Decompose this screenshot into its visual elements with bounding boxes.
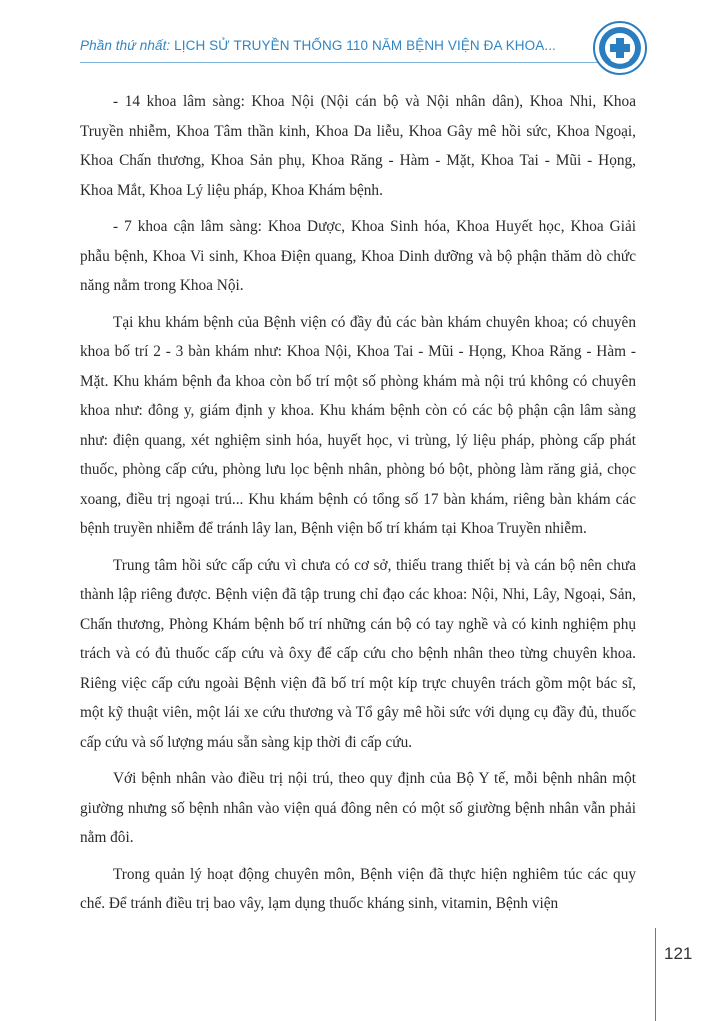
hospital-logo-icon (592, 20, 648, 76)
paragraph-clinical-departments: - 14 khoa lâm sàng: Khoa Nội (Nội cán bộ và Nội nhân dân), Khoa Nhi, Khoa Truyền nhiễm, Khoa Tâm thần kinh, Khoa Da liễu, Khoa Gây mê hồi sức, Khoa Ngoại, Khoa Chấn thương, Khoa Sản phụ, Khoa Răng - Hàm - Mặt, Khoa Tai - Mũi - Họng, Khoa Mắt, Khoa Lý liệu pháp, Khoa Khám bệnh. (80, 93, 636, 199)
running-header (80, 38, 556, 53)
paragraph-paraclinical-departments: - 7 khoa cận lâm sàng: Khoa Dược, Khoa Sinh hóa, Khoa Huyết học, Khoa Giải phẫu bệnh, Khoa Vi sinh, Khoa Điện quang, Khoa Dinh dưỡng và bộ phận thăm dò chức năng nằm trong Khoa Nội. (80, 218, 636, 294)
body-text (80, 87, 636, 926)
paragraph-inpatient-beds: Với bệnh nhân vào điều trị nội trú, theo quy định của Bộ Y tế, mỗi bệnh nhân một giường nhưng số bệnh nhân vào viện quá đông nên có một số giường bệnh nhân vẫn phải nằm đôi. (80, 770, 636, 846)
page-number-divider (655, 928, 656, 1021)
running-header-part: Phần thứ nhất: (80, 38, 171, 53)
page-number: 121 (664, 944, 693, 963)
paragraph-professional-management: Trong quản lý hoạt động chuyên môn, Bệnh viện đã thực hiện nghiêm túc các quy chế. Để tránh điều trị bao vây, lạm dụng thuốc kháng sinh, vitamin, Bệnh viện (80, 865, 636, 912)
running-header-title: LỊCH SỬ TRUYỀN THỐNG 110 NĂM BỆNH VIỆN ĐA KHOA... (174, 38, 556, 53)
paragraph-emergency-center: Trung tâm hồi sức cấp cứu vì chưa có cơ sở, thiếu trang thiết bị và cán bộ nên chưa thành lập riêng được. Bệnh viện đã tập trung chỉ đạo các khoa: Nội, Nhi, Lây, Ngoại, Sản, Chấn thương, Phòng Khám bệnh bố trí những cán bộ có tay nghề và có kinh nghiệm phụ trách và có đủ thuốc cấp cứu và ôxy để cấp cứu cho bệnh nhân theo từng chuyên khoa. Riêng việc cấp cứu ngoài Bệnh viện đã bố trí một kíp trực chuyên trách gồm một bác sĩ, một kỹ thuật viên, một lái xe cứu thương và Tổ gây mê hồi sức với dụng cụ đầy đủ, thuốc cấp cứu và số lượng máu sẵn sàng kịp thời đi cấp cứu. (80, 556, 636, 751)
header-divider (80, 62, 600, 63)
paragraph-examination-area: Tại khu khám bệnh của Bệnh viện có đầy đủ các bàn khám chuyên khoa; có chuyên khoa bố trí 2 - 3 bàn khám như: Khoa Nội, Khoa Tai - Mũi - Họng, Khoa Răng - Hàm - Mặt. Khu khám bệnh đa khoa còn bố trí một số phòng khám mà nội trú không có chuyên khoa như: đông y, giám định y khoa. Khu khám bệnh còn có các bộ phận cận lâm sàng như: điện quang, xét nghiệm sinh hóa, huyết học, vi trùng, lý liệu pháp, phòng cấp phát thuốc, phòng cấp cứu, phòng lưu lọc bệnh nhân, phòng bó bột, phòng làm răng giả, chọc xoang, điều trị ngoại trú... Khu khám bệnh có tổng số 17 bàn khám, riêng bàn khám các bệnh truyền nhiễm để tránh lây lan, Bệnh viện bố trí khám tại Khoa Truyền nhiễm. (80, 313, 636, 537)
